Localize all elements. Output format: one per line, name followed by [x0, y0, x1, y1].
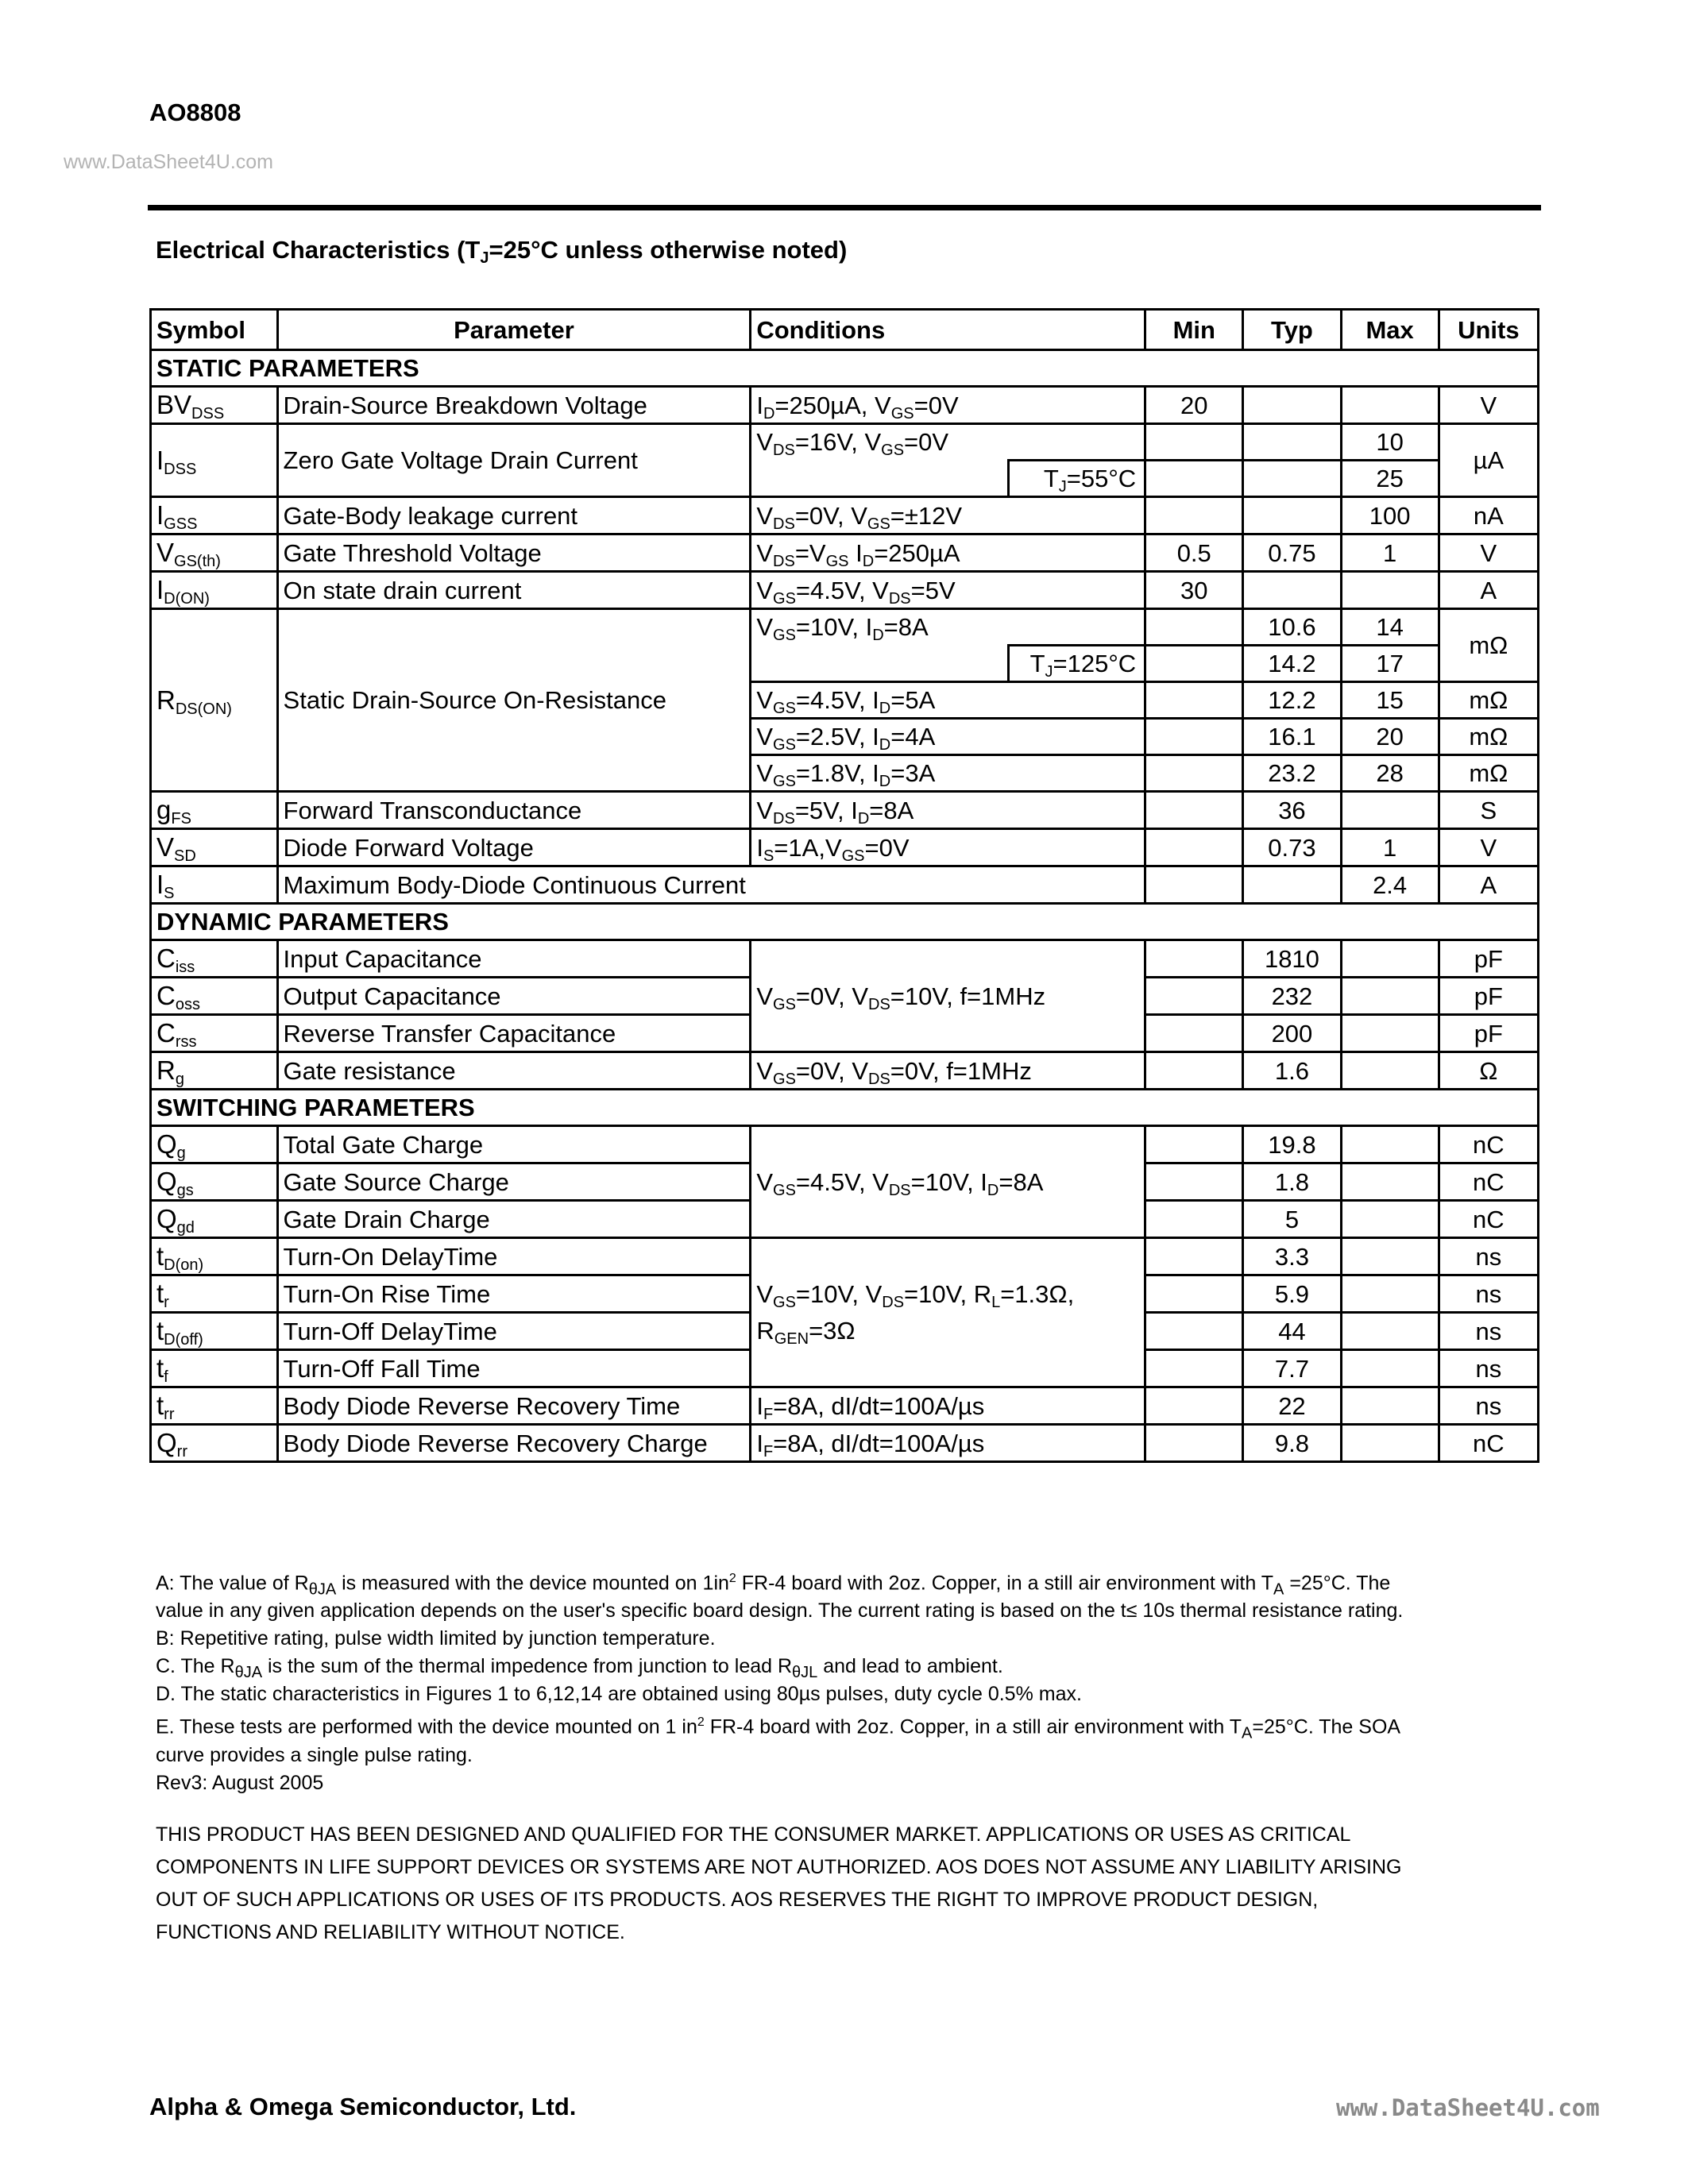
disclaimer-line: FUNCTIONS AND RELIABILITY WITHOUT NOTICE.: [156, 1921, 625, 1943]
min-cell: [1145, 829, 1243, 866]
max-cell: [1341, 1163, 1439, 1201]
min-cell: 0.5: [1145, 534, 1243, 572]
min-cell: [1145, 719, 1243, 755]
min-cell: [1145, 497, 1243, 534]
section-row: [151, 350, 1539, 387]
min-cell: [1145, 940, 1243, 978]
note-a: A: The value of $R_{\theta JA}$ is measured with the device mounted on $1in^2$ FR-4 board with 2oz. Copper, in a still air environment with $T_A =25^\circ C$. The: [156, 1572, 1391, 1599]
table-row: [151, 609, 1539, 646]
min-cell: [1145, 978, 1243, 1015]
typ-cell: [1243, 461, 1341, 497]
min-cell: [1145, 755, 1243, 792]
symbol-cell: $R_g$: [151, 1052, 278, 1090]
parameter-cell: Static Drain-Source On-Resistance: [277, 609, 751, 792]
symbol-cell: $V_{SD}$: [151, 829, 278, 866]
disclaimer-line: THIS PRODUCT HAS BEEN DESIGNED AND QUALIFIED FOR THE CONSUMER MARKET. APPLICATIONS OR USES AS CRITICAL: [156, 1823, 1351, 1846]
units-cell: V: [1439, 387, 1538, 424]
conditions-cell: $I_F=8A$, dI/dt=100A/µs: [751, 1425, 1145, 1462]
note-a-continued: value in any given application depends on the user's specific board design. The current rating is based on the t≤ 10s thermal resistance rating.: [156, 1599, 1404, 1623]
max-cell: [1341, 1425, 1439, 1462]
header-rule: [148, 205, 1541, 210]
max-cell: [1341, 1313, 1439, 1350]
conditions-cell: $I_S=1A,V_{GS}=0V$: [751, 829, 1145, 866]
header-conditions: Conditions: [751, 310, 1145, 350]
max-cell: [1341, 978, 1439, 1015]
parameter-cell: Reverse Transfer Capacitance: [277, 1015, 751, 1052]
typ-cell: 0.73: [1243, 829, 1341, 866]
symbol-cell: $Q_{rr}$: [151, 1425, 278, 1462]
typ-cell: 22: [1243, 1387, 1341, 1425]
symbol-cell: $t_r$: [151, 1275, 278, 1313]
units-cell: Ω: [1439, 1052, 1538, 1090]
note-e: E. These tests are performed with the device mounted on 1 $in^2$ FR-4 board with 2oz. Copper, in a still air environment with $T_A=25^\circ C$. The SOA: [156, 1715, 1401, 1742]
conditions-cell: [751, 646, 1009, 682]
min-cell: [1145, 1052, 1243, 1090]
symbol-cell: $V_{GS(th)}$: [151, 534, 278, 572]
max-cell: 2.4: [1341, 866, 1439, 904]
units-cell: pF: [1439, 1015, 1538, 1052]
symbol-cell: $t_{D(off)}$: [151, 1313, 278, 1350]
max-cell: 100: [1341, 497, 1439, 534]
revision: Rev3: August 2005: [156, 1771, 324, 1794]
section-row: [151, 904, 1539, 940]
units-cell: mΩ: [1439, 755, 1538, 792]
typ-cell: 200: [1243, 1015, 1341, 1052]
typ-cell: 5: [1243, 1201, 1341, 1238]
symbol-cell: $Q_{gd}$: [151, 1201, 278, 1238]
symbol-cell: $t_f$: [151, 1350, 278, 1387]
conditions-cell: $V_{DS}=5V$, $I_D=8A$: [751, 792, 1145, 829]
electrical-characteristics-table: [149, 308, 1539, 1463]
table-row: [151, 792, 1539, 829]
table-row: [151, 1126, 1539, 1163]
parameter-cell: Maximum Body-Diode Continuous Current: [277, 866, 1145, 904]
units-cell: V: [1439, 829, 1538, 866]
typ-cell: 36: [1243, 792, 1341, 829]
section-dynamic: DYNAMIC PARAMETERS: [151, 904, 1539, 940]
units-cell: ns: [1439, 1238, 1538, 1275]
units-cell: A: [1439, 866, 1538, 904]
table-row: [151, 940, 1539, 978]
table-row: [151, 497, 1539, 534]
table-header-row: [151, 310, 1539, 350]
max-cell: [1341, 387, 1439, 424]
max-cell: [1341, 1275, 1439, 1313]
units-cell: nC: [1439, 1163, 1538, 1201]
header-parameter: Parameter: [277, 310, 751, 350]
typ-cell: 14.2: [1243, 646, 1341, 682]
max-cell: [1341, 1201, 1439, 1238]
units-cell: ns: [1439, 1313, 1538, 1350]
parameter-cell: Diode Forward Voltage: [277, 829, 751, 866]
min-cell: [1145, 682, 1243, 719]
symbol-cell: $C_{oss}$: [151, 978, 278, 1015]
conditions-cell: $V_{GS}=10V$, $V_{DS}=10V$, $R_L=1.3\Omega$, $R_{GEN}=3\Omega$: [751, 1238, 1145, 1387]
conditions-cell: $V_{GS}=4.5V$, $V_{DS}=5V$: [751, 572, 1145, 609]
units-cell: ns: [1439, 1275, 1538, 1313]
max-cell: 1: [1341, 829, 1439, 866]
max-cell: 25: [1341, 461, 1439, 497]
typ-cell: 3.3: [1243, 1238, 1341, 1275]
units-cell: pF: [1439, 978, 1538, 1015]
units-cell: mΩ: [1439, 719, 1538, 755]
header-typ: Typ: [1243, 310, 1341, 350]
min-cell: 20: [1145, 387, 1243, 424]
conditions-cell: $V_{DS}=16V$, $V_{GS}=0V$: [751, 424, 1145, 461]
min-cell: [1145, 1313, 1243, 1350]
table-row: [151, 572, 1539, 609]
note-d: D. The static characteristics in Figures 1 to 6,12,14 are obtained using 80µs pulses, duty cycle 0.5% max.: [156, 1683, 1082, 1706]
header-symbol: Symbol: [151, 310, 278, 350]
section-title: Electrical Characteristics ($T_J=25^\circ C$ unless otherwise noted): [156, 236, 848, 267]
footnotes: [156, 1565, 1554, 1797]
disclaimer-line: COMPONENTS IN LIFE SUPPORT DEVICES OR SYSTEMS ARE NOT AUTHORIZED. AOS DOES NOT ASSUME ANY LIABILITY ARISING: [156, 1856, 1402, 1878]
conditions-cell: $V_{DS}=V_{GS}$ $I_D=250\mu A$: [751, 534, 1145, 572]
max-cell: [1341, 1350, 1439, 1387]
units-cell: ns: [1439, 1387, 1538, 1425]
symbol-cell: $BV_{DSS}$: [151, 387, 278, 424]
conditions-cell: $V_{GS}=4.5V$, $I_D=5A$: [751, 682, 1145, 719]
typ-cell: 0.75: [1243, 534, 1341, 572]
max-cell: [1341, 940, 1439, 978]
parameter-cell: Output Capacitance: [277, 978, 751, 1015]
company-name: Alpha & Omega Semiconductor, Ltd.: [149, 2093, 577, 2120]
parameter-cell: Turn-On Rise Time: [277, 1275, 751, 1313]
max-cell: 15: [1341, 682, 1439, 719]
symbol-cell: $I_{D(ON)}$: [151, 572, 278, 609]
min-cell: [1145, 1387, 1243, 1425]
symbol-cell: $I_S$: [151, 866, 278, 904]
conditions-cell: [751, 461, 1009, 497]
min-cell: [1145, 1425, 1243, 1462]
parameter-cell: Input Capacitance: [277, 940, 751, 978]
header-min: Min: [1145, 310, 1243, 350]
parameter-cell: Turn-Off Fall Time: [277, 1350, 751, 1387]
max-cell: [1341, 1238, 1439, 1275]
max-cell: [1341, 572, 1439, 609]
parameter-cell: Gate Source Charge: [277, 1163, 751, 1201]
table-row: [151, 866, 1539, 904]
typ-cell: 1810: [1243, 940, 1341, 978]
parameter-cell: Gate Drain Charge: [277, 1201, 751, 1238]
conditions-cell: $V_{GS}=4.5V$, $V_{DS}=10V$, $I_D=8A$: [751, 1126, 1145, 1238]
min-cell: [1145, 866, 1243, 904]
units-cell: µA: [1439, 424, 1538, 497]
parameter-cell: On state drain current: [277, 572, 751, 609]
header-max: Max: [1341, 310, 1439, 350]
min-cell: [1145, 792, 1243, 829]
min-cell: [1145, 1350, 1243, 1387]
typ-cell: 1.8: [1243, 1163, 1341, 1201]
symbol-cell: $C_{rss}$: [151, 1015, 278, 1052]
min-cell: [1145, 1201, 1243, 1238]
units-cell: mΩ: [1439, 682, 1538, 719]
max-cell: [1341, 792, 1439, 829]
symbol-cell: $g_{FS}$: [151, 792, 278, 829]
max-cell: [1341, 1387, 1439, 1425]
parameter-cell: Turn-Off DelayTime: [277, 1313, 751, 1350]
watermark-link-top[interactable]: www.DataSheet4U.com: [64, 151, 274, 173]
table-row: [151, 1425, 1539, 1462]
typ-cell: 16.1: [1243, 719, 1341, 755]
max-cell: 14: [1341, 609, 1439, 646]
symbol-cell: $I_{DSS}$: [151, 424, 278, 497]
table-row: [151, 1387, 1539, 1425]
units-cell: nC: [1439, 1126, 1538, 1163]
units-cell: nC: [1439, 1201, 1538, 1238]
table-row: [151, 1238, 1539, 1275]
max-cell: 10: [1341, 424, 1439, 461]
note-b: B: Repetitive rating, pulse width limited by junction temperature.: [156, 1627, 716, 1650]
note-c: C. The $R_{\theta JA}$ is the sum of the thermal impedence from junction to lead $R_{\theta JL}$ and lead to ambient.: [156, 1655, 1003, 1682]
typ-cell: 10.6: [1243, 609, 1341, 646]
parameter-cell: Gate Threshold Voltage: [277, 534, 751, 572]
units-cell: nC: [1439, 1425, 1538, 1462]
typ-cell: [1243, 572, 1341, 609]
max-cell: [1341, 1126, 1439, 1163]
typ-cell: [1243, 497, 1341, 534]
typ-cell: 5.9: [1243, 1275, 1341, 1313]
max-cell: [1341, 1052, 1439, 1090]
parameter-cell: Drain-Source Breakdown Voltage: [277, 387, 751, 424]
symbol-cell: $I_{GSS}$: [151, 497, 278, 534]
typ-cell: 23.2: [1243, 755, 1341, 792]
max-cell: 28: [1341, 755, 1439, 792]
table-row: [151, 424, 1539, 461]
min-cell: [1145, 1163, 1243, 1201]
table-row: [151, 534, 1539, 572]
max-cell: 1: [1341, 534, 1439, 572]
typ-cell: 12.2: [1243, 682, 1341, 719]
disclaimer: [156, 1819, 1554, 1949]
section-static: STATIC PARAMETERS: [151, 350, 1539, 387]
watermark-link-bottom[interactable]: www.DataSheet4U.com: [1336, 2094, 1600, 2121]
conditions-cell: $V_{GS}=2.5V$, $I_D=4A$: [751, 719, 1145, 755]
symbol-cell: $t_{D(on)}$: [151, 1238, 278, 1275]
min-cell: [1145, 609, 1243, 646]
table-row: [151, 829, 1539, 866]
min-cell: [1145, 1238, 1243, 1275]
units-cell: V: [1439, 534, 1538, 572]
conditions-cell: $I_D=250\mu A$, $V_{GS}=0V$: [751, 387, 1145, 424]
conditions-cell: $V_{DS}=0V$, $V_{GS}=\pm 12V$: [751, 497, 1145, 534]
parameter-cell: Gate resistance: [277, 1052, 751, 1090]
typ-cell: 44: [1243, 1313, 1341, 1350]
max-cell: [1341, 1015, 1439, 1052]
note-e-continued: curve provides a single pulse rating.: [156, 1743, 473, 1766]
disclaimer-line: OUT OF SUCH APPLICATIONS OR USES OF ITS PRODUCTS. AOS RESERVES THE RIGHT TO IMPROVE PRODUCT DESIGN,: [156, 1889, 1319, 1911]
units-cell: S: [1439, 792, 1538, 829]
parameter-cell: Forward Transconductance: [277, 792, 751, 829]
conditions-cell: $V_{GS}=10V$, $I_D=8A$: [751, 609, 1145, 646]
min-cell: [1145, 1275, 1243, 1313]
symbol-cell: $C_{iss}$: [151, 940, 278, 978]
typ-cell: [1243, 387, 1341, 424]
typ-cell: 9.8: [1243, 1425, 1341, 1462]
tj-condition-cell: $T_J=125^\circ C$: [1009, 646, 1145, 682]
symbol-cell: $Q_g$: [151, 1126, 278, 1163]
section-row: [151, 1090, 1539, 1126]
tj-condition-cell: $T_J=55^\circ C$: [1009, 461, 1145, 497]
symbol-cell: $R_{DS(ON)}$: [151, 609, 278, 792]
typ-cell: 19.8: [1243, 1126, 1341, 1163]
typ-cell: [1243, 866, 1341, 904]
max-cell: 20: [1341, 719, 1439, 755]
units-cell: ns: [1439, 1350, 1538, 1387]
part-number: AO8808: [149, 98, 241, 126]
table-row: [151, 1052, 1539, 1090]
min-cell: [1145, 424, 1243, 461]
parameter-cell: Gate-Body leakage current: [277, 497, 751, 534]
parameter-cell: Body Diode Reverse Recovery Time: [277, 1387, 751, 1425]
max-cell: 17: [1341, 646, 1439, 682]
parameter-cell: Body Diode Reverse Recovery Charge: [277, 1425, 751, 1462]
typ-cell: 1.6: [1243, 1052, 1341, 1090]
typ-cell: 7.7: [1243, 1350, 1341, 1387]
table-row: [151, 387, 1539, 424]
min-cell: 30: [1145, 572, 1243, 609]
min-cell: [1145, 1015, 1243, 1052]
conditions-cell: $V_{GS}=0V$, $V_{DS}=0V$, f=1MHz: [751, 1052, 1145, 1090]
units-cell: mΩ: [1439, 609, 1538, 682]
symbol-cell: $t_{rr}$: [151, 1387, 278, 1425]
min-cell: [1145, 461, 1243, 497]
symbol-cell: $Q_{gs}$: [151, 1163, 278, 1201]
parameter-cell: Zero Gate Voltage Drain Current: [277, 424, 751, 497]
parameter-cell: Total Gate Charge: [277, 1126, 751, 1163]
units-cell: A: [1439, 572, 1538, 609]
conditions-cell: $V_{GS}=1.8V$, $I_D=3A$: [751, 755, 1145, 792]
typ-cell: [1243, 424, 1341, 461]
parameter-cell: Turn-On DelayTime: [277, 1238, 751, 1275]
min-cell: [1145, 646, 1243, 682]
min-cell: [1145, 1126, 1243, 1163]
conditions-cell: $I_F=8A$, dI/dt=100A/µs: [751, 1387, 1145, 1425]
units-cell: pF: [1439, 940, 1538, 978]
units-cell: nA: [1439, 497, 1538, 534]
header-units: Units: [1439, 310, 1538, 350]
conditions-cell: $V_{GS}=0V$, $V_{DS}=10V$, f=1MHz: [751, 940, 1145, 1052]
section-switching: SWITCHING PARAMETERS: [151, 1090, 1539, 1126]
typ-cell: 232: [1243, 978, 1341, 1015]
